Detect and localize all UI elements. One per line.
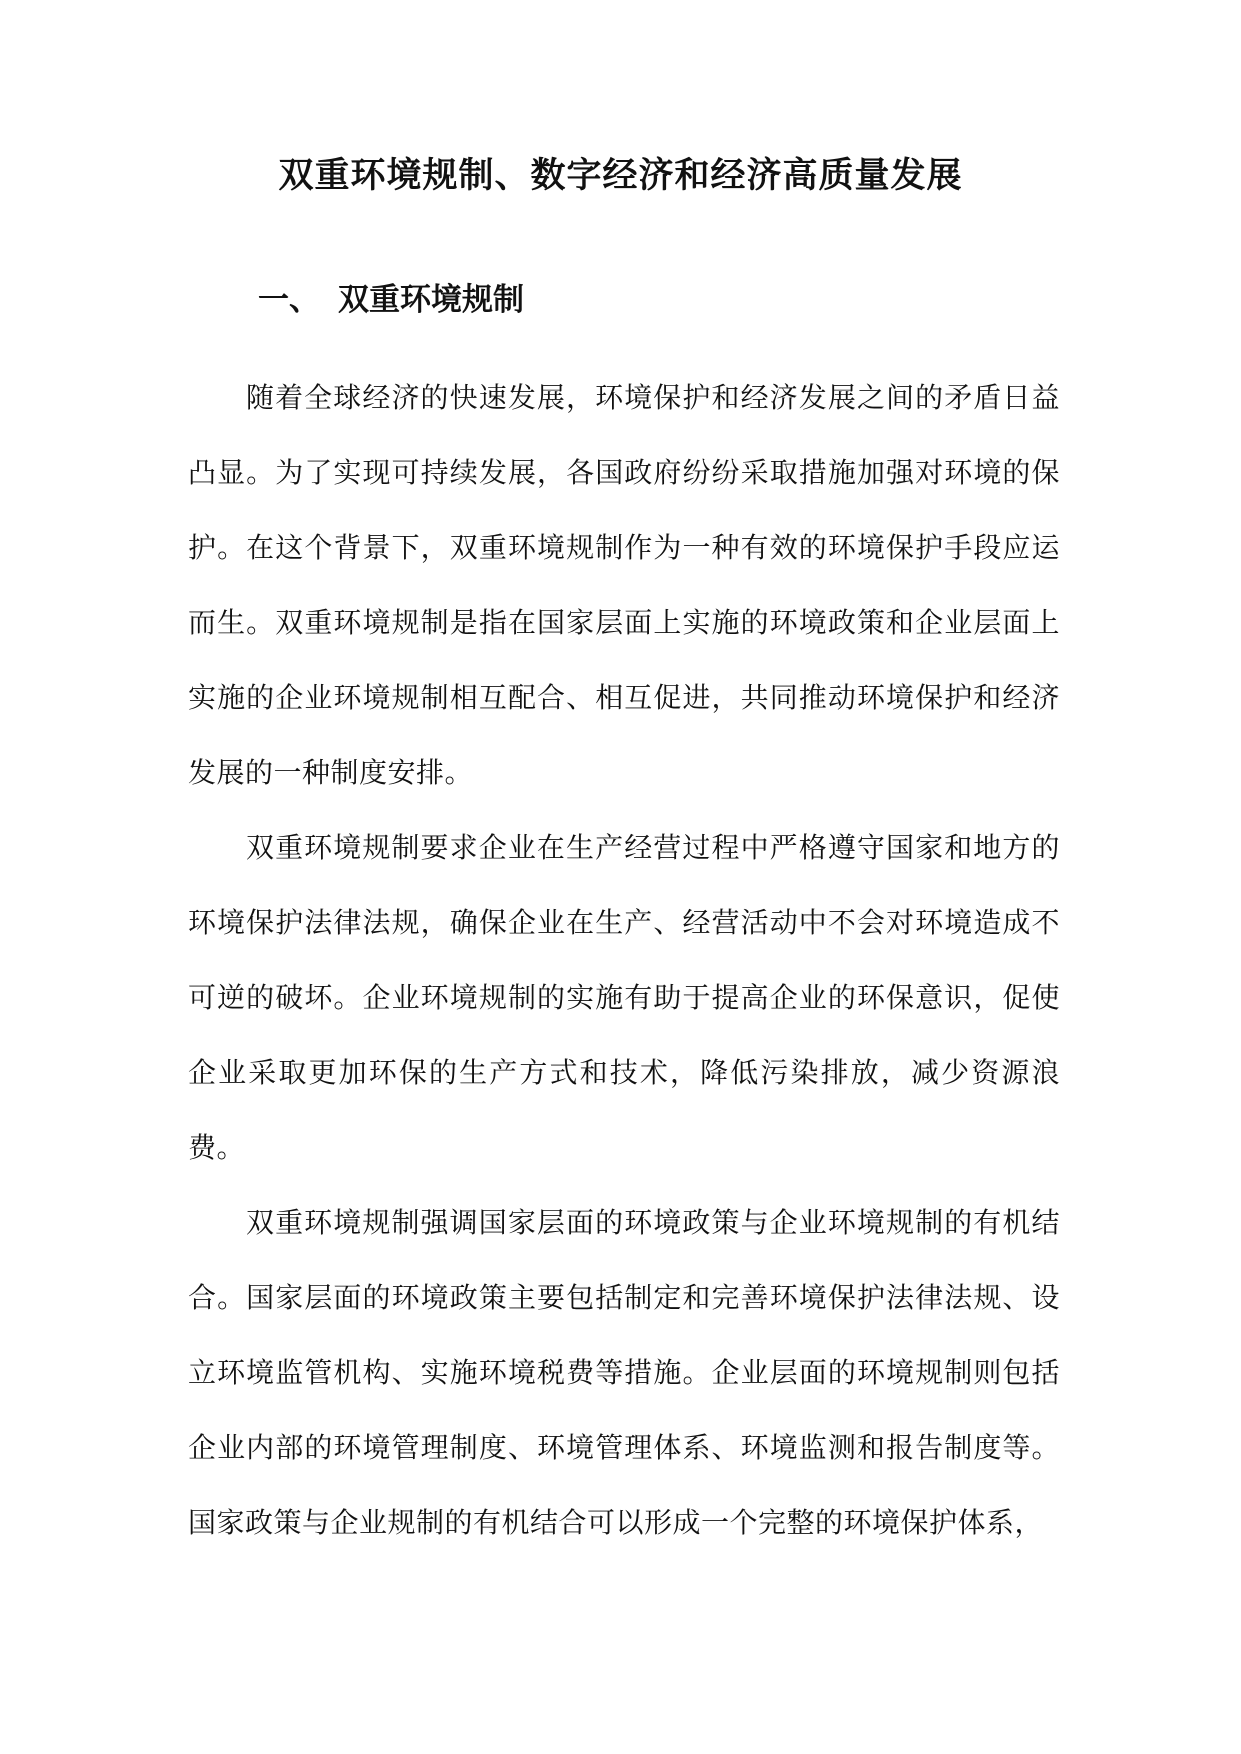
body-text (188, 360, 1060, 1560)
section-heading (258, 278, 524, 322)
paragraph-3: 双重环境规制强调国家层面的环境政策与企业环境规制的有机结合。国家层面的环境政策主要包括制定和完善环境保护法律法规、设立环境监管机构、实施环境税费等措施。企业层面的环境规制则包括企业内部的环境管理制度、环境管理体系、环境监测和报告制度等。国家政策与企业规制的有机结合可以形成一个完整的环境保护体系， (188, 1206, 1060, 1539)
paragraph-2: 双重环境规制要求企业在生产经营过程中严格遵守国家和地方的环境保护法律法规，确保企业在生产、经营活动中不会对环境造成不可逆的破坏。企业环境规制的实施有助于提高企业的环保意识，促使企业采取更加环保的生产方式和技术，降低污染排放，减少资源浪费。 (188, 831, 1060, 1164)
section-number: 一、 (258, 282, 320, 318)
document-title: 双重环境规制、数字经济和经济高质量发展 (278, 155, 963, 196)
section-title: 双重环境规制 (338, 282, 524, 318)
paragraph-1: 随着全球经济的快速发展，环境保护和经济发展之间的矛盾日益凸显。为了实现可持续发展，各国政府纷纷采取措施加强对环境的保护。在这个背景下，双重环境规制作为一种有效的环境保护手段应运而生。双重环境规制是指在国家层面上实施的环境政策和企业层面上实施的企业环境规制相互配合、相互促进，共同推动环境保护和经济发展的一种制度安排。 (188, 381, 1060, 789)
